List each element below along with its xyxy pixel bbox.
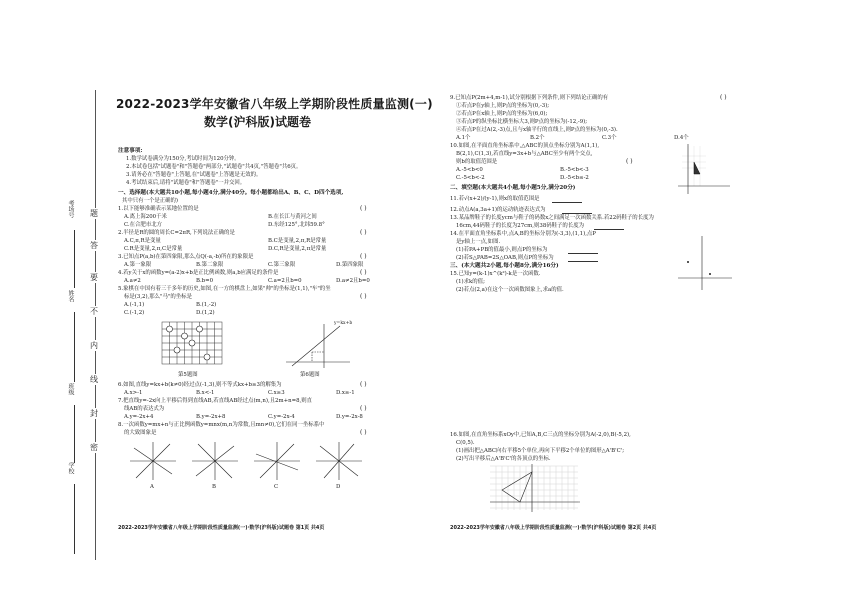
- q6-option-a: A.x>-1: [124, 390, 143, 396]
- figure-5-chessboard: [160, 320, 224, 368]
- q3-option-a: A.第一象限: [124, 262, 152, 268]
- q3-option-d: D.第四象限: [336, 262, 364, 268]
- q6-option-b: B.x<-1: [196, 390, 215, 396]
- q16-stem-cont: C(0,5).: [456, 440, 475, 446]
- q5-stem-cont: 标是(3,2),那么"马"的坐标是: [124, 294, 192, 300]
- q3-stem: 3.已知点P(a,b)在第四象限,那么点Q(-a,-b)所在的象限是: [118, 254, 254, 260]
- q1-option-d: D.东经125°,北纬59.8°: [268, 222, 325, 228]
- q4-answer-paren: ( ): [360, 269, 367, 276]
- figure-6-caption: 第6题图: [300, 372, 320, 378]
- q10-stem: 10.如图,在平面直角坐标系中,△ABC的顶点坐标分别为A(1,1),: [450, 143, 600, 149]
- q5-option-d: D.(1,2): [196, 310, 215, 316]
- q12-answer-blank: [562, 213, 592, 214]
- q2-option-b: B.C是变量,2,π,R是常量: [268, 238, 327, 244]
- q7-stem: 7.把直线y=-2x向上平移后得到直线AB,若直线AB经过点(m,n),且2m+n=8,则直: [118, 398, 313, 404]
- q7-answer-paren: ( ): [360, 405, 367, 412]
- q5-option-b: B.(1,-2): [196, 302, 217, 308]
- q2-option-c: C.R是变量,2,π,C是常量: [124, 246, 183, 252]
- figure-5-caption: 第5题图: [178, 372, 198, 378]
- q4-option-b: B.b=0: [196, 278, 214, 284]
- q5-answer-paren: ( ): [360, 293, 367, 300]
- q2-stem: 2.半径是R的圆的周长C=2πR,下列说法正确的是: [118, 230, 235, 236]
- q8-graph-label: A: [150, 484, 154, 490]
- q6-option-c: C.x≥3: [268, 390, 285, 396]
- q7-option-d: D.y=-2x-8: [336, 414, 363, 420]
- exam-subtitle: 数学(沪科版)试题卷: [204, 115, 311, 129]
- q15-part2: (2)若点(2,a)在这个一次函数图象上,求a的值.: [456, 287, 564, 293]
- q9-statement: ②若点P在x轴上,则P点的坐标为(6,0);: [456, 111, 548, 117]
- q10-stem-cont: B(2,1),C(1,3),若直线y=3x+b与△ABC至少有两个交点,: [456, 151, 593, 157]
- footer-left: 2022-2023学年安徽省八年级上学期阶段性质量监测(一)·数学(沪科版)试题卷 第1页 共4页: [118, 525, 325, 531]
- q8-graph-d: [314, 440, 364, 482]
- seal-char: 要: [90, 273, 98, 282]
- figure-6-line-label: y=kx+b: [334, 321, 353, 326]
- note-item: 2.本试卷包括"试题卷"和"答题卷"两部分,"试题卷"共4页,"答题卷"共6页。: [126, 164, 302, 170]
- q11-answer-blank: [552, 202, 582, 203]
- q16-part2: (2)写出平移后△A'B'C'的各顶点的坐标.: [456, 456, 551, 462]
- q2-option-a: A.C,π,R是变量: [124, 238, 161, 244]
- q9-option-c: C.3个: [602, 135, 617, 141]
- q15-stem: 15.已知y=(k-1)x^(k²)-k是一次函数.: [450, 271, 541, 277]
- footer-right: 2022-2023学年安徽省八年级上学期阶段性质量监测(一)·数学(沪科版)试题卷 第2页 共4页: [450, 525, 657, 531]
- q16-stem: 16.如图,在直角坐标系xOy中,已知A,B,C三点的坐标分别为A(-2,0),B(-5,2),: [450, 432, 631, 438]
- section2-heading: 二、填空题(本大题共4小题,每小题5分,满分20分): [450, 185, 576, 191]
- seal-char: 题: [90, 209, 98, 218]
- q9-statement: ①若点P在y轴上,则P点的坐标为(0,-3);: [456, 103, 550, 109]
- note-item: 3.请务必在"答题卷"上答题,在"试题卷"上答题是无效的。: [126, 172, 262, 178]
- seal-char: 答: [90, 241, 98, 250]
- q4-option-d: D.a≠2且b=0: [336, 278, 370, 284]
- q2-option-d: D.C,R是变量,2,π是常量: [268, 246, 327, 252]
- q4-option-a: A.a≠2: [124, 278, 141, 284]
- seal-char: 密: [90, 443, 98, 452]
- q3-option-c: C.第三象限: [268, 262, 296, 268]
- section1-heading: 一、选择题(本大题共10小题,每小题4分,满分40分。每小题都给出A、B、C、D四个选项,: [118, 190, 344, 196]
- label-name: 姓名: [67, 290, 74, 302]
- q8-answer-paren: ( ): [360, 429, 367, 436]
- q4-option-c: C.a=2且b=0: [268, 278, 302, 284]
- label-exam-room: 考场号: [67, 200, 74, 218]
- q10-option-b: B.-5<b<-3: [560, 167, 589, 173]
- label-school: 学校: [67, 462, 74, 474]
- q7-option-c: C.y=-2x-4: [268, 414, 295, 420]
- seal-char: 线: [90, 375, 98, 384]
- q10-option-c: C.-5<b<-2: [456, 175, 485, 181]
- q14-stem: 14.在平面直角坐标系中,点A,B的坐标分别为(-3,3),(1,1),点P: [450, 231, 596, 237]
- seal-char: 封: [90, 409, 98, 418]
- q1-option-c: C.在合肥市北方: [124, 222, 162, 228]
- q13-answer-blank: [594, 229, 624, 230]
- q10-answer-paren: ( ): [626, 158, 633, 165]
- q14-part2: (2)若S△PAB=2S△OAB,则点P的坐标为: [456, 255, 554, 261]
- notes-heading: 注意事项:: [118, 148, 143, 154]
- q13-stem: 13.某品牌鞋子的长度ycm与鞋子的码数x之间满足一次函数关系.若22码鞋子的长度为: [450, 215, 654, 221]
- q8-stem: 8.一次函数y=mx+n与正比例函数y=mnx(m,n为常数,且mn≠0),它们在同一坐标系中: [118, 422, 325, 428]
- q14-part1-blank: [568, 253, 598, 254]
- q9-stem: 9.已知点P(2m+4,m-1),试分别根据下列条件,则下列结论正确的有: [450, 95, 609, 101]
- q6-option-d: D.x≥-1: [336, 390, 355, 396]
- q14-part2-blank: [568, 261, 598, 262]
- q12-stem: 12.动点A(a,3a+1)的运动轨迹表达式为: [450, 207, 546, 213]
- figure-6-graph: [282, 320, 352, 370]
- q10-stem-cont: 则b的取值范围是: [456, 159, 498, 165]
- q10-option-a: A.-5<b<0: [456, 167, 483, 173]
- q1-option-b: B.在长江与黄河之间: [268, 214, 317, 220]
- q14-stem-cont: 是y轴上一点,如图.: [456, 239, 501, 245]
- q2-answer-paren: ( ): [360, 229, 367, 236]
- section1-heading-cont: 其中只有一个是正确的): [122, 198, 179, 204]
- q8-graph-c: [252, 440, 302, 482]
- q6-stem: 6.如图,直线y=kx+b(k≠0)经过点(-1,3),则不等式kx+b≥3的解集为: [118, 382, 282, 388]
- q8-graph-label: D: [336, 484, 341, 490]
- q9-statement: ④若点P在过A(2,-3)点,且与x轴平行的直线上,则P点的坐标为(0,-3).: [456, 127, 618, 133]
- q9-option-d: D.4个: [674, 135, 689, 141]
- q8-graph-label: B: [212, 484, 216, 490]
- q1-answer-paren: ( ): [360, 205, 367, 212]
- q1-option-a: A.离上海200千米: [124, 214, 167, 220]
- q6-answer-paren: ( ): [360, 381, 367, 388]
- note-item: 4.考试结束后,请将"试题卷"和"答题卷"一并交回。: [126, 180, 246, 186]
- q7-option-a: A.y=-2x+4: [124, 414, 154, 420]
- label-class: 班级: [67, 383, 74, 395]
- section3-heading: 三、(本大题共2小题,每小题8分,满分16分): [450, 263, 559, 269]
- q3-answer-paren: ( ): [360, 253, 367, 260]
- q4-stem: 4.若y关于x的函数y=(a-2)x+b是正比例函数,则a,b应满足的条件是: [118, 270, 279, 276]
- seal-char: 不: [90, 307, 98, 316]
- exam-title: 2022-2023学年安徽省八年级上学期阶段性质量监测(一): [116, 97, 433, 111]
- q1-stem: 1.以下能够准确表示某地位置的是: [118, 206, 199, 212]
- q5-option-c: C.(-1,2): [124, 310, 145, 316]
- q11-stem: 11.若√(x+2)/(y-1),则x的取值范围是: [450, 196, 540, 202]
- q15-part1: (1)求k的值;: [456, 279, 485, 285]
- q9-answer-paren: ( ): [720, 94, 727, 101]
- q8-graph-label: C: [274, 484, 279, 490]
- q8-stem-cont: 的大致图象是: [124, 430, 157, 436]
- q9-option-b: B.2个: [530, 135, 545, 141]
- note-item: 1.数学试卷满分为150分,考试时间为120分钟。: [126, 156, 240, 162]
- q8-graph-a: [128, 440, 178, 482]
- q5-option-a: A.(-1,1): [124, 302, 145, 308]
- q13-stem-cont: 16cm,44码鞋子的长度为27cm,则38码鞋子的长度为: [456, 223, 584, 229]
- q5-stem: 5.象棋在中国有着三千多年的历史,如图,在一方的棋盘上,如果"帅"的坐标是(1,1),"车"的坐: [118, 286, 331, 292]
- q3-option-b: B.第二象限: [196, 262, 224, 268]
- q9-option-a: A.1个: [456, 135, 471, 141]
- page-right: [430, 0, 860, 609]
- q10-option-d: D.-5<b≤-2: [560, 175, 589, 181]
- seal-char: 内: [90, 341, 98, 350]
- q8-graph-b: [190, 440, 240, 482]
- q10-figure: [674, 142, 734, 198]
- q16-part1: (1)画出把△ABC向右平移5个单位,再向下平移2个单位的图形△A'B'C';: [456, 448, 625, 454]
- q14-part1: (1)若PA+PB的值最小,则点P的坐标为: [456, 247, 548, 253]
- q14-figure: [674, 234, 734, 292]
- q9-statement: ③若点P的纵坐标比横坐标大3,则P点的坐标为(-12,-9);: [456, 119, 588, 125]
- q7-stem-cont: 线AB的表达式为: [124, 406, 165, 412]
- q7-option-b: B.y=-2x+8: [196, 414, 226, 420]
- q16-grid-figure: [486, 462, 582, 514]
